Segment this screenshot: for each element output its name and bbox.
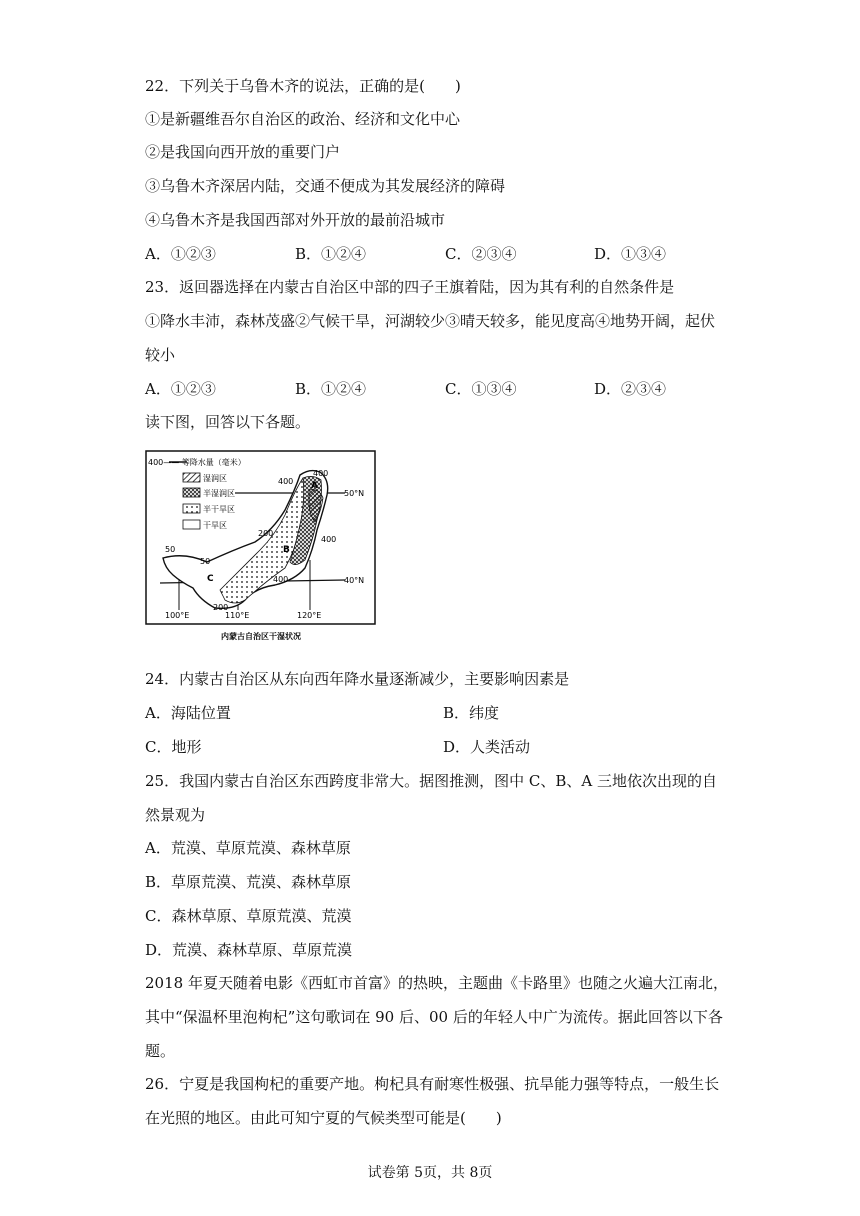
passage-line2: 其中“保温杯里泡枸杞”这句歌词在 90 后、00 后的年轻人中广为流传。据此回答以下各	[145, 1008, 723, 1026]
legend-arid: 干旱区	[203, 521, 227, 530]
q22-item-1: ①是新疆维吾尔自治区的政治、经济和文化中心	[145, 110, 461, 128]
isohyet-label: 200	[258, 529, 274, 538]
q23-stem: 23．返回器选择在内蒙古自治区中部的四子王旗着陆，因为其有利的自然条件是	[145, 278, 675, 296]
isohyet-label: 400	[321, 535, 337, 544]
q24-option-a: A．海陆位置	[145, 704, 231, 722]
q23-option-b: B．①②④	[295, 380, 367, 398]
legend-semihumid: 半湿润区	[203, 489, 235, 498]
passage-line1: 2018 年夏天随着电影《西虹市首富》的热映，主题曲《卡路里》也随之火遍大江南北，	[145, 974, 728, 992]
page-footer: 试卷第 5页，共 8页	[367, 1165, 493, 1181]
q22-item-2: ②是我国向西开放的重要门户	[145, 143, 341, 161]
q25-stem-line2: 然景观为	[145, 806, 206, 824]
point-label-b: B	[283, 545, 290, 555]
lon-100-label: 100°E	[165, 611, 190, 620]
q22-item-4: ④乌鲁木齐是我国西部对外开放的最前沿城市	[145, 211, 446, 229]
legend-isohyet: 400—— 等降水量（毫米）	[148, 458, 246, 467]
isohyet-label: 50	[165, 545, 176, 554]
q23-option-d: D．②③④	[594, 380, 667, 398]
q25-option-c: C．森林草原、草原荒漠、荒漠	[145, 907, 352, 925]
legend-humid: 湿润区	[203, 474, 227, 483]
lon-120-label: 120°E	[297, 611, 322, 620]
legend-semiarid: 半干旱区	[203, 505, 235, 514]
q22-stem: 22．下列关于乌鲁木齐的说法，正确的是( )	[145, 77, 461, 95]
isohyet-label: 50	[200, 557, 211, 566]
q25-option-a: A．荒漠、草原荒漠、森林草原	[145, 839, 351, 857]
lat-40-label: 40°N	[344, 576, 365, 585]
q22-item-3: ③乌鲁木齐深居内陆，交通不便成为其发展经济的障碍	[145, 177, 506, 195]
q25-option-b: B．草原荒漠、荒漠、森林草原	[145, 873, 352, 891]
legend-swatch-semiarid	[183, 504, 200, 513]
isohyet-label: 400	[273, 575, 289, 584]
isohyet-label: 400	[313, 469, 329, 478]
q26-stem-line2: 在光照的地区。由此可知宁夏的气候类型可能是( )	[145, 1109, 502, 1127]
isohyet-label: 400	[278, 477, 294, 486]
q24-stem: 24．内蒙古自治区从东向西年降水量逐渐减少，主要影响因素是	[145, 670, 570, 688]
q24-option-d: D．人类活动	[443, 738, 531, 756]
point-label-c: C	[207, 574, 214, 584]
passage-line3: 题。	[145, 1042, 176, 1060]
q22-option-c: C．②③④	[445, 245, 517, 263]
inner-mongolia-map	[145, 450, 378, 644]
legend-swatch-arid	[183, 520, 200, 529]
isohyet-label: 200	[213, 603, 229, 612]
q23-items-line2: 较小	[145, 346, 176, 364]
map-caption: 内蒙古自治区干湿状况	[221, 632, 301, 641]
q24-option-b: B．纬度	[443, 704, 500, 722]
q22-option-b: B．①②④	[295, 245, 367, 263]
map-intro: 读下图，回答以下各题。	[145, 413, 311, 431]
q22-option-d: D．①③④	[594, 245, 667, 263]
q24-option-c: C．地形	[145, 738, 202, 756]
q23-option-c: C．①③④	[445, 380, 517, 398]
legend-swatch-semihumid	[183, 488, 200, 497]
point-label-a: A	[311, 481, 318, 491]
lat-50-label: 50°N	[344, 489, 365, 498]
q25-option-d: D．荒漠、森林草原、草原荒漠	[145, 941, 353, 959]
q23-option-a: A．①②③	[145, 380, 216, 398]
q26-stem-line1: 26．宁夏是我国枸杞的重要产地。枸杞具有耐寒性极强、抗旱能力强等特点，一般生长	[145, 1075, 720, 1093]
lon-110-label: 110°E	[225, 611, 250, 620]
legend-swatch-humid	[183, 473, 200, 482]
q22-option-a: A．①②③	[145, 245, 216, 263]
q23-items-line1: ①降水丰沛，森林茂盛②气候干旱，河湖较少③晴天较多，能见度高④地势开阔，起伏	[145, 312, 716, 330]
q25-stem-line1: 25．我国内蒙古自治区东西跨度非常大。据图推测，图中 C、B、A 三地依次出现的自	[145, 772, 717, 790]
